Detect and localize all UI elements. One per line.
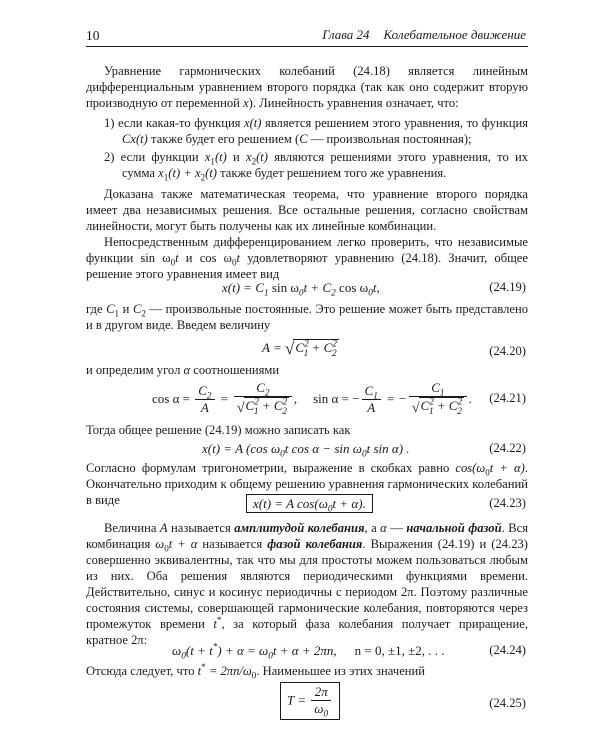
equation-number: (24.24)	[489, 643, 526, 657]
paragraph-3: Непосредственным дифференцированием легко проверить, что независимые функции $\sin \omega_0t$ и $\cos \omega_0t$ удовлетворяют уравнению (24.18). Значит, общее решение этого уравнения имеет вид	[86, 235, 528, 281]
equation-number: (24.19)	[489, 280, 526, 294]
paragraph-9: Отсюда следует, что $t^* = 2\pi n/\omega_0$. Наименьшее из этих значений	[86, 661, 425, 681]
paragraph-6: Тогда общее решение (24.19) можно записать как	[86, 423, 351, 437]
term-initial-phase: начальной фазой	[406, 521, 502, 535]
paragraph-7: Согласно формулам тригонометрии, выражение в скобках равно $\cos(\omega_0t + \alpha)$. Окончательно приходим к общему решению уравнения гармонических колебаний в виде	[86, 461, 528, 507]
equation-number: (24.20)	[489, 344, 526, 358]
equation-24-24: $\omega_0(t + t^*) + \alpha = \omega_0t + \alpha + 2\pi n$, n = 0, ±1, ±2, . . . (24.24)	[172, 642, 526, 662]
boxed-formula: T = $\frac{2\pi}{\omega_0}$	[280, 682, 340, 720]
equation-number: (24.25)	[489, 696, 526, 710]
equation-24-21: cos α = $\frac{C_2}{A}$ = $\frac{C_2}{√C^2_1 + C^2_2}$ , sin α = − $\frac{C_1}{A}$ = − $\frac{C_1}{√C^2_1 + C^2_2}$ . (24.21)	[152, 380, 526, 417]
equation-24-20: $A = √C^2_1 + C^2_2$ (24.20)	[262, 339, 526, 359]
paragraph-2: Доказана также математическая теорема, что уравнение второго порядка имеет два независимых решения. Все остальные решения, согласно свойствам линейности, могут быть получены как их линейные комбинации.	[86, 187, 528, 233]
paragraph-8: Величина A называется амплитудой колебания, а α — начальной фазой. Вся комбинация $\omega_0t + \alpha$ называется фазой колебания. Выражения (24.19) и (24.23) совершенно эквивалентны, так что мы для простоты можем пользоваться любым из них. Оба решения являются периодическими функциями времени. Действительно, синус и косинус периодичны с периодом 2π. Поэтому различные состояния системы, совершающей гармонические колебания, повторяются через промежуток времени t*, за который фаза колебания получает приращение, кратное 2π:	[86, 521, 528, 647]
list-item-2: 2) если функции $x_1(t)$ и $x_2(t)$ являются решениями этого уравнения, то их сумма $x_1(t) + x_2(t)$ также будет решением того же уравнения.	[104, 150, 528, 183]
term-phase: фазой колебания	[267, 536, 363, 551]
chapter-label: Глава 24	[322, 27, 370, 42]
equation-24-23	[86, 496, 528, 520]
running-head	[322, 27, 526, 44]
equation-24-25	[86, 682, 528, 726]
term-amplitude: амплитудой колебания	[234, 521, 365, 535]
paragraph-5: и определим угол α соотношениями	[86, 363, 280, 377]
equation-24-22: x(t) = A (cos $\omega_0t$ $\cos \alpha - \sin \omega_0t$ sin α) . (24.22)	[202, 441, 526, 460]
equation-number: (24.21)	[489, 391, 526, 405]
equation-number: (24.23)	[489, 496, 526, 510]
page-header	[86, 26, 528, 47]
boxed-formula: x(t) = A $\cos(\omega_0t + \alpha)$.	[246, 494, 373, 513]
equation-number: (24.22)	[489, 441, 526, 455]
list-item-1: 1) если какая-то функция x(t) является решением этого уравнения, то функция Cx(t) также будет его решением (C — произвольная постоянная);	[104, 116, 529, 146]
equation-24-19: $x(t) = C_1$ $\sin \omega_0t + C_2$ $\cos \omega_0t$, (24.19)	[222, 280, 526, 299]
paragraph-1: Уравнение гармонических колебаний (24.18) является линейным дифференциальным уравнением второго порядка (так как оно содержит вторую производную от переменной x). Линейность уравнения означает, что:	[86, 64, 528, 110]
section-title: Колебательное движение	[383, 27, 526, 42]
page-number: 10	[86, 28, 100, 43]
paragraph-4: где $C_1$ и $C_2$ — произвольные постоянные. Это решение может быть представлено и в другом виде. Введем величину	[86, 302, 528, 332]
